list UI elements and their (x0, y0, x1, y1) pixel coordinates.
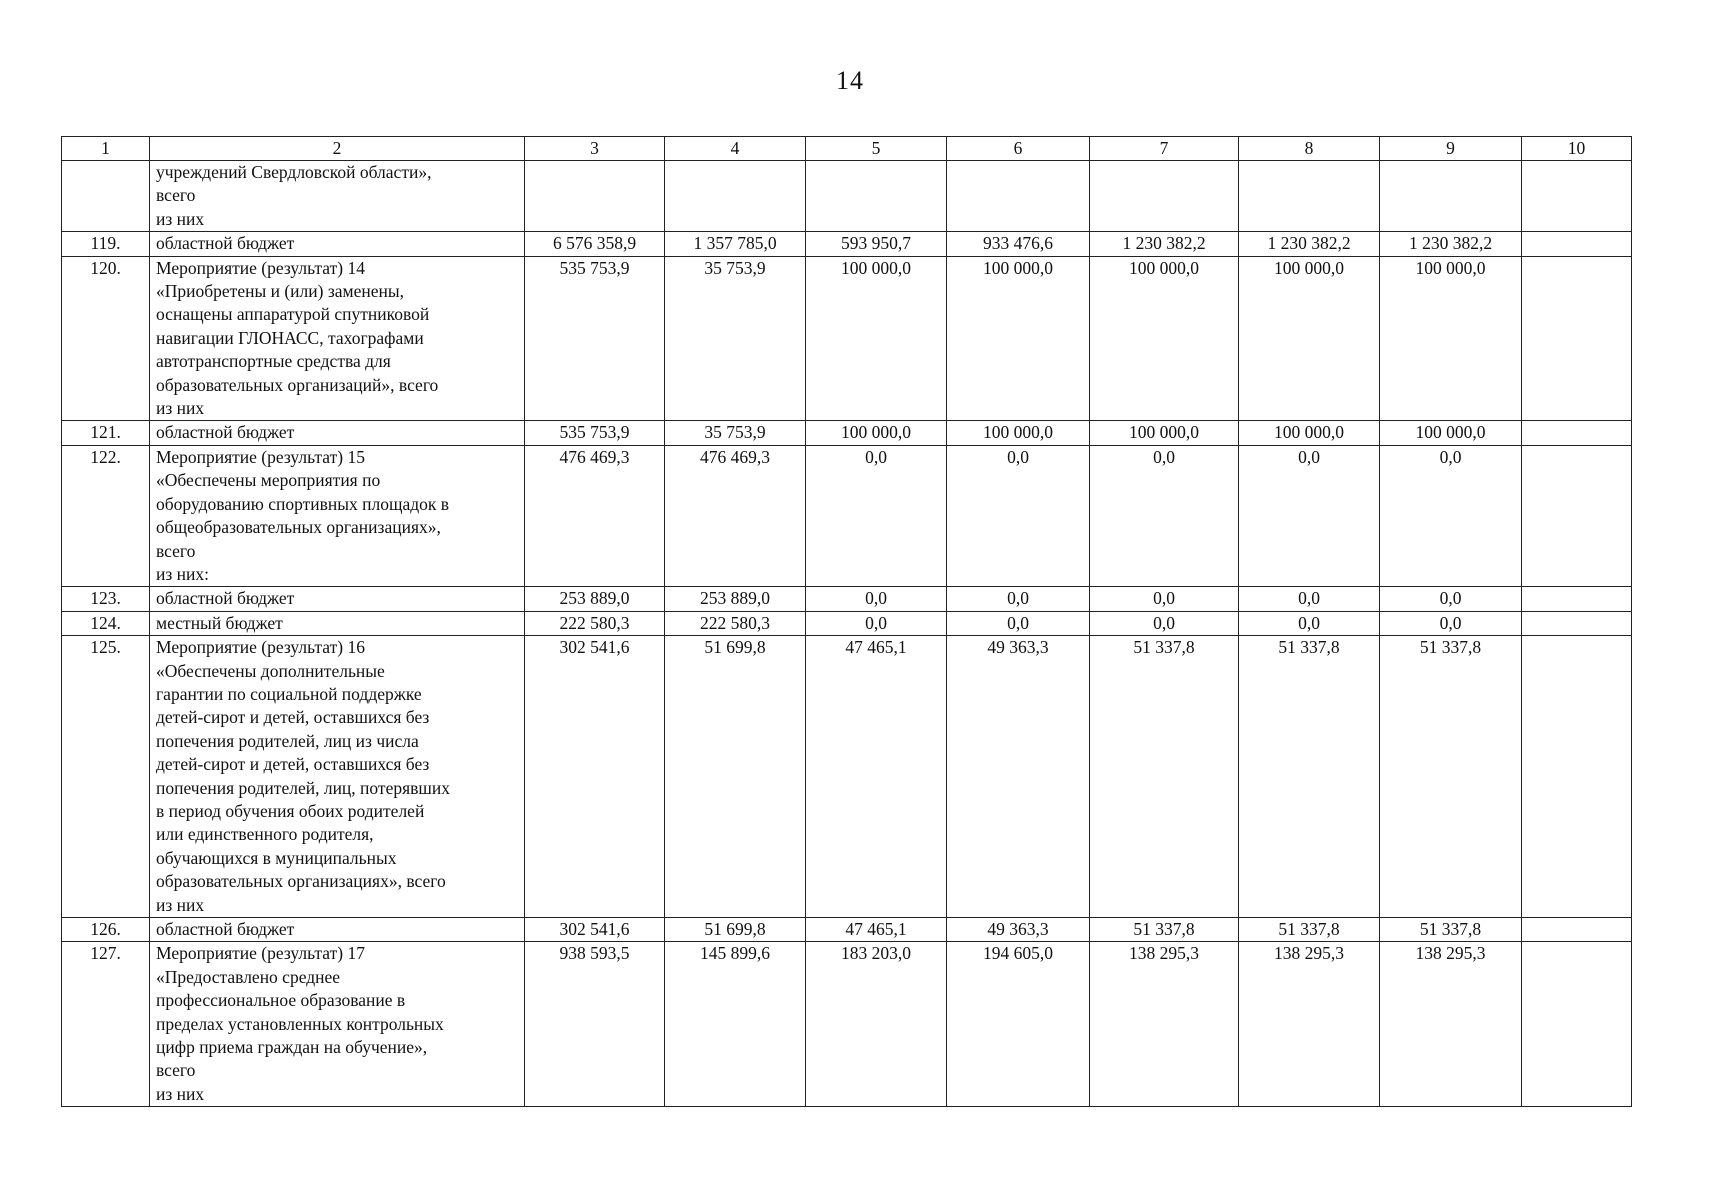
row-name: Мероприятие (результат) 15 «Обеспечены мероприятия по оборудованию спортивных площадок в общеобразовательных организациях», всего из них: (150, 445, 525, 586)
value-cell: 0,0 (947, 611, 1090, 635)
value-cell: 100 000,0 (1090, 421, 1239, 445)
value-cell: 1 230 382,2 (1380, 232, 1522, 256)
row-number: 121. (62, 421, 150, 445)
value-cell: 0,0 (947, 445, 1090, 586)
value-cell: 0,0 (1239, 587, 1380, 611)
value-cell (806, 161, 947, 232)
note-cell (1522, 611, 1632, 635)
value-cell: 535 753,9 (525, 256, 665, 421)
value-cell: 0,0 (1239, 445, 1380, 586)
value-cell: 222 580,3 (525, 611, 665, 635)
note-cell (1522, 587, 1632, 611)
row-name: учреждений Свердловской области», всего из них (150, 161, 525, 232)
value-cell: 0,0 (1090, 445, 1239, 586)
value-cell: 183 203,0 (806, 942, 947, 1107)
column-header: 6 (947, 137, 1090, 161)
value-cell (1380, 161, 1522, 232)
value-cell: 100 000,0 (947, 256, 1090, 421)
value-cell: 0,0 (1380, 587, 1522, 611)
value-cell: 0,0 (806, 445, 947, 586)
value-cell: 222 580,3 (665, 611, 806, 635)
value-cell: 6 576 358,9 (525, 232, 665, 256)
column-header: 9 (1380, 137, 1522, 161)
value-cell (665, 161, 806, 232)
note-cell (1522, 232, 1632, 256)
value-cell: 138 295,3 (1380, 942, 1522, 1107)
row-number (62, 161, 150, 232)
value-cell: 0,0 (947, 587, 1090, 611)
value-cell: 100 000,0 (1090, 256, 1239, 421)
row-name: Мероприятие (результат) 14 «Приобретены и (или) заменены, оснащены аппаратурой спутниковой навигации ГЛОНАСС, тахографами автотранспортные средства для образовательных организаций», всего из них (150, 256, 525, 421)
value-cell: 1 230 382,2 (1090, 232, 1239, 256)
row-name: областной бюджет (150, 232, 525, 256)
note-cell (1522, 942, 1632, 1107)
value-cell: 0,0 (1090, 611, 1239, 635)
value-cell (947, 161, 1090, 232)
row-number: 122. (62, 445, 150, 586)
value-cell: 302 541,6 (525, 918, 665, 942)
value-cell: 47 465,1 (806, 918, 947, 942)
value-cell: 253 889,0 (525, 587, 665, 611)
value-cell (1090, 161, 1239, 232)
value-cell: 476 469,3 (525, 445, 665, 586)
value-cell: 933 476,6 (947, 232, 1090, 256)
row-number: 127. (62, 942, 150, 1107)
table-row (62, 256, 1632, 421)
row-number: 119. (62, 232, 150, 256)
value-cell: 938 593,5 (525, 942, 665, 1107)
value-cell: 302 541,6 (525, 636, 665, 918)
value-cell: 100 000,0 (806, 421, 947, 445)
value-cell: 145 899,6 (665, 942, 806, 1107)
row-name: областной бюджет (150, 918, 525, 942)
value-cell: 476 469,3 (665, 445, 806, 586)
value-cell: 51 337,8 (1090, 918, 1239, 942)
row-number: 123. (62, 587, 150, 611)
table-row (62, 636, 1632, 918)
note-cell (1522, 421, 1632, 445)
value-cell: 100 000,0 (1239, 421, 1380, 445)
row-name: областной бюджет (150, 421, 525, 445)
value-cell (525, 161, 665, 232)
value-cell: 47 465,1 (806, 636, 947, 918)
budget-table (61, 136, 1632, 1107)
table-row (62, 611, 1632, 635)
column-header: 8 (1239, 137, 1380, 161)
note-cell (1522, 161, 1632, 232)
column-header: 3 (525, 137, 665, 161)
header-row (62, 137, 1632, 161)
table-row (62, 445, 1632, 586)
value-cell: 0,0 (1380, 445, 1522, 586)
value-cell: 100 000,0 (1380, 421, 1522, 445)
value-cell: 51 337,8 (1380, 636, 1522, 918)
value-cell: 253 889,0 (665, 587, 806, 611)
value-cell: 51 337,8 (1090, 636, 1239, 918)
value-cell: 51 699,8 (665, 918, 806, 942)
value-cell: 51 337,8 (1380, 918, 1522, 942)
table-row (62, 421, 1632, 445)
note-cell (1522, 256, 1632, 421)
value-cell: 35 753,9 (665, 256, 806, 421)
value-cell: 138 295,3 (1239, 942, 1380, 1107)
column-header: 5 (806, 137, 947, 161)
row-name: местный бюджет (150, 611, 525, 635)
value-cell: 49 363,3 (947, 918, 1090, 942)
page-number: 14 (836, 66, 864, 95)
row-number: 124. (62, 611, 150, 635)
value-cell: 0,0 (1239, 611, 1380, 635)
value-cell: 0,0 (806, 587, 947, 611)
note-cell (1522, 636, 1632, 918)
table-row (62, 587, 1632, 611)
row-name: областной бюджет (150, 587, 525, 611)
value-cell: 535 753,9 (525, 421, 665, 445)
row-number: 125. (62, 636, 150, 918)
column-header: 4 (665, 137, 806, 161)
column-header: 7 (1090, 137, 1239, 161)
value-cell: 51 337,8 (1239, 918, 1380, 942)
value-cell: 100 000,0 (1239, 256, 1380, 421)
table-row (62, 232, 1632, 256)
value-cell: 0,0 (1380, 611, 1522, 635)
row-name: Мероприятие (результат) 16 «Обеспечены дополнительные гарантии по социальной поддержке детей-сирот и детей, оставшихся без попечения родителей, лиц из числа детей-сирот и детей, оставшихся без попечения родителей, лиц, потерявших в период обучения обоих родителей или единственного родителя, обучающихся в муниципальных образовательных организациях», всего из них (150, 636, 525, 918)
value-cell: 51 699,8 (665, 636, 806, 918)
value-cell: 138 295,3 (1090, 942, 1239, 1107)
column-header: 1 (62, 137, 150, 161)
value-cell: 1 230 382,2 (1239, 232, 1380, 256)
value-cell: 0,0 (1090, 587, 1239, 611)
value-cell: 0,0 (806, 611, 947, 635)
value-cell: 51 337,8 (1239, 636, 1380, 918)
value-cell: 35 753,9 (665, 421, 806, 445)
table-row (62, 918, 1632, 942)
row-number: 120. (62, 256, 150, 421)
value-cell: 194 605,0 (947, 942, 1090, 1107)
value-cell: 100 000,0 (806, 256, 947, 421)
value-cell (1239, 161, 1380, 232)
note-cell (1522, 918, 1632, 942)
row-number: 126. (62, 918, 150, 942)
note-cell (1522, 445, 1632, 586)
value-cell: 100 000,0 (1380, 256, 1522, 421)
value-cell: 100 000,0 (947, 421, 1090, 445)
column-header: 10 (1522, 137, 1632, 161)
table-row (62, 942, 1632, 1107)
value-cell: 1 357 785,0 (665, 232, 806, 256)
value-cell: 49 363,3 (947, 636, 1090, 918)
value-cell: 593 950,7 (806, 232, 947, 256)
table-row (62, 161, 1632, 232)
column-header: 2 (150, 137, 525, 161)
row-name: Мероприятие (результат) 17 «Предоставлено среднее профессиональное образование в пределах установленных контрольных цифр приема граждан на обучение», всего из них (150, 942, 525, 1107)
